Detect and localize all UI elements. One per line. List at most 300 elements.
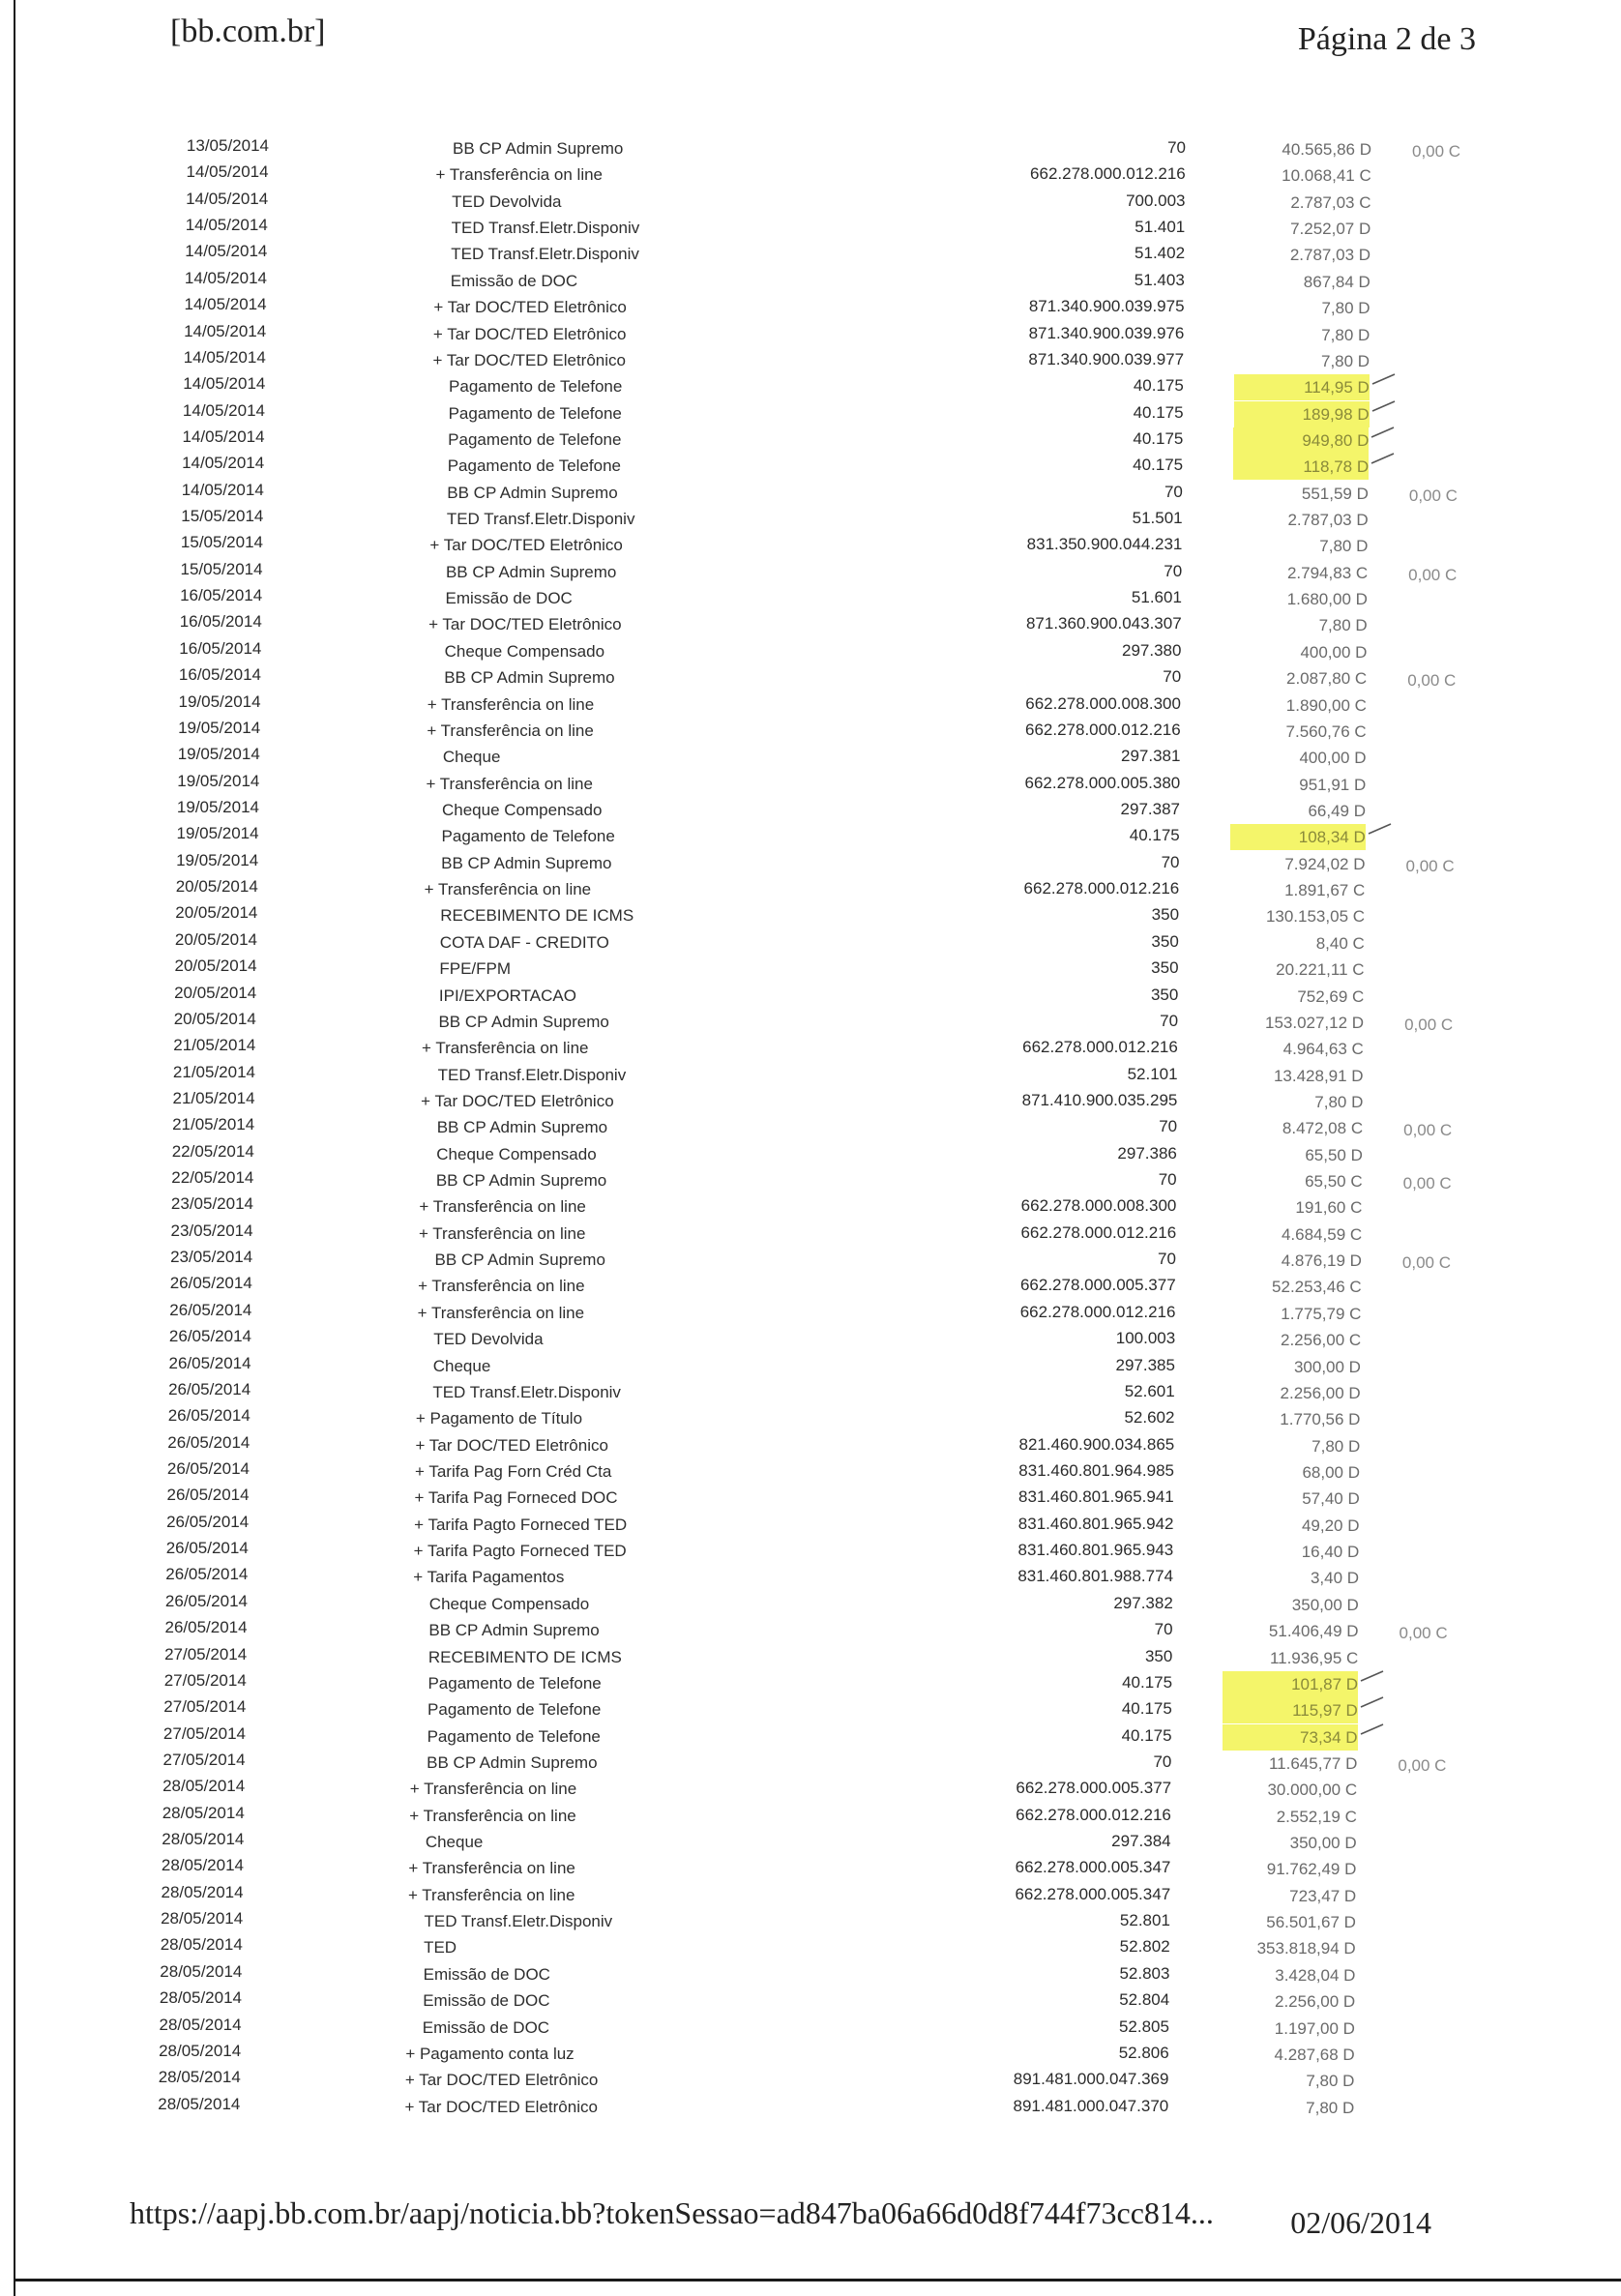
row-description: + Tar DOC/TED Eletrônico (428, 615, 622, 634)
row-date: 14/05/2014 (182, 427, 265, 446)
row-date: 19/05/2014 (177, 745, 260, 764)
row-date: 28/05/2014 (160, 1935, 243, 1955)
row-date: 20/05/2014 (174, 983, 257, 1002)
row-date: 23/05/2014 (170, 1194, 253, 1214)
row-date: 26/05/2014 (164, 1618, 248, 1637)
statement-row (0, 608, 1621, 634)
row-document: 662.278.000.012.216 (1022, 1038, 1178, 1057)
row-date: 20/05/2014 (174, 929, 257, 949)
row-date: 22/05/2014 (171, 1141, 254, 1161)
row-document: 831.460.801.965.943 (1017, 1541, 1174, 1560)
statement-row (0, 1561, 1621, 1587)
row-document: 70 (1159, 1117, 1178, 1136)
row-document: 40.175 (1133, 376, 1184, 396)
statement-row (0, 450, 1621, 476)
row-description: + Tarifa Pag Forneced DOC (414, 1488, 618, 1508)
row-description: BB CP Admin Supremo (435, 1171, 607, 1191)
row-balance: 0,00 C (1402, 1174, 1452, 1193)
row-value: 1.891,67 C (1284, 881, 1366, 900)
row-value: 1.680,00 D (1286, 590, 1368, 609)
row-description: + Pagamento conta luz (405, 2044, 575, 2063)
row-document: 52.802 (1119, 1937, 1170, 1957)
statement-row (0, 344, 1621, 370)
statement-row (0, 556, 1621, 582)
row-value: 52.253,46 C (1272, 1278, 1362, 1297)
row-date: 28/05/2014 (162, 1777, 246, 1796)
row-value: 2.256,00 C (1281, 1331, 1362, 1350)
page-number: Página 2 de 3 (1297, 21, 1476, 57)
row-document: 662.278.000.012.216 (1025, 720, 1181, 739)
row-date: 28/05/2014 (161, 1856, 244, 1875)
row-date: 21/05/2014 (172, 1088, 255, 1107)
row-date: 14/05/2014 (183, 374, 266, 394)
row-date: 15/05/2014 (181, 507, 264, 526)
row-value: 7,80 D (1306, 2072, 1355, 2091)
row-document: 350 (1144, 1646, 1173, 1665)
statement-row (0, 1032, 1621, 1058)
statement-row (0, 715, 1621, 741)
site-header: [bb.com.br] (170, 14, 326, 49)
row-balance: 0,00 C (1403, 1121, 1453, 1140)
row-document: 70 (1158, 1170, 1177, 1190)
row-value: 7.560,76 C (1285, 721, 1367, 741)
row-value-highlighted: 189,98 D (1234, 401, 1370, 427)
row-document: 70 (1160, 1011, 1179, 1030)
row-description: + Transferência on line (417, 1303, 585, 1322)
row-date: 26/05/2014 (168, 1379, 251, 1398)
row-document: 70 (1154, 1620, 1173, 1639)
statement-row (0, 2064, 1621, 2090)
row-balance: 0,00 C (1405, 856, 1455, 875)
row-description: RECEBIMENTO DE ICMS (440, 906, 634, 926)
row-date: 14/05/2014 (183, 347, 266, 367)
row-value: 68,00 D (1302, 1463, 1360, 1482)
row-date: 20/05/2014 (175, 877, 258, 897)
row-document: 52.804 (1119, 1990, 1170, 2010)
row-document: 871.340.900.039.976 (1028, 323, 1185, 342)
row-date: 28/05/2014 (161, 1909, 244, 1928)
row-value: 4.964,63 C (1282, 1040, 1364, 1059)
row-description: + Tarifa Pagto Forneced TED (414, 1515, 628, 1534)
row-document: 100.003 (1115, 1329, 1176, 1348)
statement-row (0, 1773, 1621, 1799)
row-date: 23/05/2014 (170, 1248, 253, 1267)
row-date: 20/05/2014 (173, 1009, 256, 1028)
statement-row (0, 1402, 1621, 1428)
row-value: 4.684,59 C (1281, 1224, 1363, 1244)
row-document: 871.410.900.035.295 (1021, 1090, 1178, 1109)
statement-row (0, 1429, 1621, 1456)
row-description: BB CP Admin Supremo (441, 853, 612, 872)
row-document: 40.175 (1133, 428, 1184, 448)
row-document: 52.602 (1124, 1408, 1175, 1428)
row-document: 40.175 (1133, 456, 1184, 475)
row-document: 52.803 (1119, 1963, 1170, 1983)
row-value: 1.890,00 C (1285, 695, 1367, 715)
row-document: 350 (1151, 931, 1179, 951)
row-date: 26/05/2014 (166, 1512, 250, 1531)
row-description: TED Transf.Eletr.Disponiv (432, 1382, 621, 1401)
row-document: 70 (1164, 482, 1183, 501)
row-description: IPI/EXPORTACAO (438, 986, 576, 1005)
row-description: BB CP Admin Supremo (436, 1118, 608, 1137)
row-description: Cheque (442, 748, 501, 767)
row-date: 28/05/2014 (160, 1961, 243, 1981)
row-description: BB CP Admin Supremo (434, 1251, 605, 1270)
row-document: 662.278.000.005.377 (1016, 1779, 1172, 1798)
row-value: 2.787,03 D (1287, 511, 1369, 530)
row-value: 1.770,56 D (1280, 1410, 1361, 1429)
statement-row (0, 1800, 1621, 1826)
statement-row (0, 2038, 1621, 2064)
row-date: 26/05/2014 (169, 1274, 252, 1293)
row-value: 350,00 D (1289, 1834, 1357, 1853)
statement-row (0, 1111, 1621, 1140)
row-description: Pagamento de Telefone (427, 1700, 602, 1720)
row-document: 51.402 (1135, 244, 1186, 263)
row-value: 7,80 D (1318, 616, 1368, 635)
statement-row (0, 873, 1621, 899)
row-value-highlighted: 108,34 D (1230, 824, 1366, 850)
row-date: 19/05/2014 (176, 850, 259, 869)
row-value: 3.428,04 D (1275, 1965, 1356, 1985)
row-value: 2.794,83 C (1286, 563, 1369, 582)
row-value: 723,47 D (1289, 1886, 1357, 1905)
row-date: 27/05/2014 (162, 1723, 246, 1743)
row-document: 51.601 (1131, 588, 1182, 607)
statement-row (0, 370, 1621, 397)
statement-row (0, 1985, 1621, 2011)
row-value: 400,00 D (1299, 749, 1367, 768)
row-value: 30.000,00 C (1267, 1781, 1358, 1800)
row-value-highlighted: 101,87 D (1223, 1671, 1358, 1697)
row-description: + Transferência on line (426, 774, 593, 793)
row-value: 40.565,86 D (1282, 140, 1371, 159)
row-description: Cheque Compensado (428, 1594, 590, 1613)
row-value: 91.762,49 D (1266, 1860, 1357, 1879)
row-description: + Transferência on line (407, 1885, 575, 1904)
row-description: + Transferência on line (427, 694, 595, 714)
row-document: 70 (1153, 1751, 1172, 1771)
row-description: + Transferência on line (409, 1806, 576, 1825)
row-value: 65,50 D (1305, 1145, 1363, 1164)
row-value: 752,69 C (1297, 986, 1365, 1006)
statement-row (0, 503, 1621, 529)
row-value: 65,50 C (1305, 1172, 1363, 1192)
row-description: TED Transf.Eletr.Disponiv (424, 1912, 613, 1931)
statement-row (0, 1297, 1621, 1323)
statement-row (0, 212, 1621, 238)
statement-row (0, 582, 1621, 608)
row-value: 4.287,68 D (1274, 2045, 1355, 2064)
row-document: 662.278.000.012.216 (1019, 1302, 1176, 1321)
statement-row (0, 1006, 1621, 1032)
row-document: 831.350.900.044.231 (1026, 535, 1183, 554)
row-document: 297.385 (1115, 1355, 1175, 1374)
statement-row (0, 1614, 1621, 1643)
row-document: 831.460.801.965.942 (1017, 1514, 1174, 1533)
row-balance: 0,00 C (1412, 142, 1461, 161)
row-document: 40.175 (1122, 1672, 1173, 1692)
row-value: 2.787,03 C (1290, 192, 1371, 212)
footer-url: https://aapj.bb.com.br/aapj/noticia.bb?tokenSessao=ad847ba06a66d0d8f744f73cc814... (130, 2195, 1214, 2230)
row-date: 21/05/2014 (173, 1036, 256, 1055)
row-value: 2.256,00 D (1280, 1383, 1361, 1402)
statement-row (0, 1191, 1621, 1217)
row-value: 66,49 D (1308, 802, 1366, 820)
statement-row (0, 1641, 1621, 1667)
row-date: 28/05/2014 (159, 1988, 242, 2008)
row-value: 11.936,95 C (1269, 1648, 1359, 1667)
row-document: 821.460.900.034.865 (1018, 1434, 1175, 1454)
row-document: 51.403 (1134, 270, 1185, 289)
row-value: 153.027,12 D (1264, 1013, 1365, 1032)
row-document: 51.401 (1135, 218, 1186, 237)
row-value: 7,80 D (1314, 1092, 1364, 1111)
row-document: 52.601 (1124, 1381, 1175, 1400)
row-description: BB CP Admin Supremo (453, 139, 624, 158)
statement-row (0, 1879, 1621, 1905)
row-date: 16/05/2014 (178, 665, 261, 685)
row-value-highlighted: 114,95 D (1234, 374, 1370, 400)
row-document: 871.340.900.039.975 (1028, 297, 1185, 316)
row-date: 19/05/2014 (177, 771, 260, 790)
row-description: + Tarifa Pagamentos (413, 1568, 565, 1587)
statement-row (0, 159, 1621, 185)
row-document: 52.806 (1118, 2043, 1169, 2062)
row-date: 19/05/2014 (176, 824, 259, 843)
row-value: 2.787,03 D (1289, 246, 1371, 265)
statement-row (0, 1244, 1621, 1273)
row-date: 15/05/2014 (180, 533, 263, 552)
row-description: + Tar DOC/TED Eletrônico (415, 1435, 608, 1455)
statement-row (0, 1667, 1621, 1693)
row-document: 297.386 (1117, 1143, 1177, 1163)
row-document: 700.003 (1126, 191, 1186, 210)
row-description: BB CP Admin Supremo (447, 483, 618, 502)
row-description: TED Devolvida (452, 191, 562, 211)
row-date: 19/05/2014 (176, 798, 259, 816)
row-date: 13/05/2014 (186, 136, 269, 155)
row-description: + Transferência on line (435, 165, 604, 185)
row-document: 662.278.000.008.300 (1025, 693, 1181, 713)
row-date: 19/05/2014 (178, 718, 261, 737)
row-document: 831.460.801.964.985 (1018, 1461, 1174, 1480)
row-date: 14/05/2014 (184, 321, 267, 340)
row-document: 70 (1163, 667, 1182, 687)
row-description: TED Transf.Eletr.Disponiv (451, 219, 640, 238)
row-description: Emissão de DOC (422, 2017, 550, 2037)
row-description: Cheque (425, 1833, 484, 1852)
row-date: 14/05/2014 (185, 242, 268, 261)
row-value: 867,84 D (1303, 272, 1370, 291)
row-value: 551,59 D (1301, 484, 1369, 503)
row-document: 40.175 (1121, 1725, 1172, 1745)
row-value-highlighted: 73,34 D (1223, 1724, 1358, 1751)
row-value: 2.552,19 C (1276, 1807, 1357, 1826)
row-document: 52.805 (1118, 2016, 1169, 2036)
row-value: 2.087,80 C (1286, 669, 1368, 689)
row-date: 26/05/2014 (168, 1353, 251, 1372)
row-description: TED Transf.Eletr.Disponiv (451, 245, 639, 264)
row-value: 3,40 D (1310, 1569, 1360, 1588)
row-document: 297.381 (1121, 747, 1181, 766)
row-description: BB CP Admin Supremo (428, 1621, 600, 1640)
statement-row (0, 1350, 1621, 1376)
statement-row (0, 1509, 1621, 1535)
row-date: 26/05/2014 (166, 1486, 250, 1505)
row-document: 40.175 (1129, 826, 1180, 845)
statement-row (0, 1456, 1621, 1482)
statement-row (0, 318, 1621, 344)
statement-row (0, 265, 1621, 291)
row-value: 7,80 D (1321, 325, 1370, 344)
row-document: 831.460.801.965.941 (1018, 1487, 1174, 1507)
statement-row (0, 662, 1621, 691)
row-description: BB CP Admin Supremo (438, 1012, 609, 1031)
row-document: 40.175 (1121, 1699, 1172, 1719)
statement-row (0, 1693, 1621, 1720)
row-value: 8,40 C (1315, 933, 1365, 953)
row-document: 871.340.900.039.977 (1028, 349, 1185, 368)
row-description: + Transferência on line (424, 880, 592, 899)
statement-row (0, 820, 1621, 846)
pen-tick-icon (1371, 372, 1397, 386)
row-date: 28/05/2014 (159, 2041, 242, 2060)
row-value: 10.068,41 C (1282, 166, 1371, 186)
row-date: 26/05/2014 (169, 1300, 252, 1319)
row-date: 21/05/2014 (172, 1115, 255, 1134)
statement-row (0, 1085, 1621, 1111)
pen-tick-icon (1370, 426, 1396, 439)
row-description: BB CP Admin Supremo (445, 562, 617, 581)
row-date: 14/05/2014 (184, 295, 267, 314)
row-value: 191,60 C (1295, 1198, 1363, 1218)
row-document: 662.278.000.005.380 (1024, 773, 1181, 792)
statement-row (0, 1270, 1621, 1296)
row-description: FPE/FPM (439, 959, 512, 979)
statement-row (0, 1588, 1621, 1614)
row-date: 26/05/2014 (168, 1327, 251, 1346)
row-value: 353.818,94 D (1256, 1939, 1356, 1958)
row-document: 70 (1157, 1250, 1176, 1269)
row-value: 49,20 D (1301, 1516, 1360, 1535)
statement-row (0, 899, 1621, 926)
statement-row (0, 477, 1621, 503)
statement-row (0, 1059, 1621, 1085)
row-balance: 0,00 C (1398, 1755, 1447, 1775)
row-document: 662.278.000.012.216 (1016, 1805, 1171, 1824)
row-description: TED Transf.Eletr.Disponiv (437, 1065, 627, 1084)
row-balance: 0,00 C (1401, 1253, 1451, 1273)
statement-row (0, 2012, 1621, 2038)
row-description: + Tar DOC/TED Eletrônico (404, 2071, 599, 2090)
row-value: 7.924,02 D (1284, 854, 1366, 873)
statement-row (0, 1958, 1621, 1985)
row-date: 15/05/2014 (180, 559, 263, 578)
statement-row (0, 397, 1621, 424)
row-document: 662.278.000.012.216 (1023, 879, 1180, 898)
row-date: 28/05/2014 (159, 2015, 242, 2034)
statement-row (0, 1905, 1621, 1931)
row-balance: 0,00 C (1408, 486, 1458, 505)
row-date: 16/05/2014 (179, 612, 262, 632)
row-date: 27/05/2014 (163, 1670, 247, 1690)
row-description: Emissão de DOC (423, 1964, 550, 1984)
row-document: 662.278.000.012.216 (1020, 1222, 1177, 1242)
row-document: 297.387 (1120, 800, 1180, 818)
statement-row (0, 927, 1621, 953)
row-date: 14/05/2014 (185, 216, 268, 235)
pen-tick-icon (1360, 1695, 1385, 1709)
footer-date: 02/06/2014 (1290, 2205, 1431, 2240)
row-document: 662.278.000.005.347 (1015, 1884, 1171, 1903)
row-description: + Transferência on line (427, 721, 594, 740)
statement-row (0, 1323, 1621, 1349)
row-description: + Transferência on line (419, 1197, 586, 1217)
row-value: 11.645,77 D (1268, 1753, 1358, 1773)
row-description: Pagamento de Telefone (427, 1726, 601, 1746)
row-description: + Tarifa Pagto Forneced TED (413, 1542, 627, 1561)
statement-row (0, 1164, 1621, 1191)
row-value: 7,80 D (1312, 1436, 1361, 1456)
statement-row (0, 689, 1621, 715)
statement-row (0, 768, 1621, 794)
row-document: 52.801 (1119, 1911, 1170, 1930)
row-document: 662.278.000.008.300 (1020, 1196, 1177, 1216)
row-description: Pagamento de Telefone (427, 1673, 602, 1693)
row-value: 56.501,67 D (1266, 1913, 1356, 1932)
row-description: Cheque Compensado (444, 641, 605, 661)
row-value: 130.153,05 C (1265, 907, 1366, 927)
row-description: + Transferência on line (422, 1039, 589, 1058)
row-date: 14/05/2014 (186, 189, 269, 208)
row-description: Pagamento de Telefone (441, 827, 615, 846)
row-description: Emissão de DOC (423, 1991, 550, 2011)
row-document: 52.101 (1127, 1064, 1178, 1083)
row-balance: 0,00 C (1408, 565, 1458, 584)
statement-row (0, 1826, 1621, 1852)
pen-tick-icon (1360, 1669, 1385, 1683)
row-description: Emissão de DOC (445, 589, 573, 608)
row-date: 14/05/2014 (181, 480, 264, 499)
row-date: 26/05/2014 (165, 1565, 249, 1584)
row-description: + Tarifa Pag Forn Créd Cta (415, 1462, 612, 1481)
row-date: 14/05/2014 (186, 162, 269, 182)
row-date: 22/05/2014 (171, 1168, 254, 1188)
row-description: Pagamento de Telefone (449, 377, 623, 397)
row-value: 16,40 D (1301, 1543, 1360, 1562)
statement-row (0, 1376, 1621, 1402)
row-value: 51.406,49 D (1268, 1622, 1359, 1641)
row-document: 350 (1150, 985, 1179, 1004)
row-description: Cheque Compensado (436, 1144, 597, 1163)
statement-row (0, 953, 1621, 979)
row-value: 7.252,07 D (1290, 220, 1371, 239)
row-description: Cheque Compensado (442, 801, 603, 819)
statement-row (0, 2091, 1621, 2117)
row-value: 400,00 D (1300, 642, 1368, 662)
row-document: 350 (1151, 905, 1180, 925)
row-document: 70 (1161, 852, 1180, 871)
row-document: 70 (1167, 138, 1186, 157)
row-date: 14/05/2014 (182, 400, 265, 420)
row-date: 26/05/2014 (165, 1539, 249, 1558)
row-description: BB CP Admin Supremo (427, 1752, 598, 1772)
statement-row (0, 186, 1621, 212)
row-value: 1.197,00 D (1274, 2018, 1355, 2038)
row-date: 26/05/2014 (167, 1406, 251, 1426)
